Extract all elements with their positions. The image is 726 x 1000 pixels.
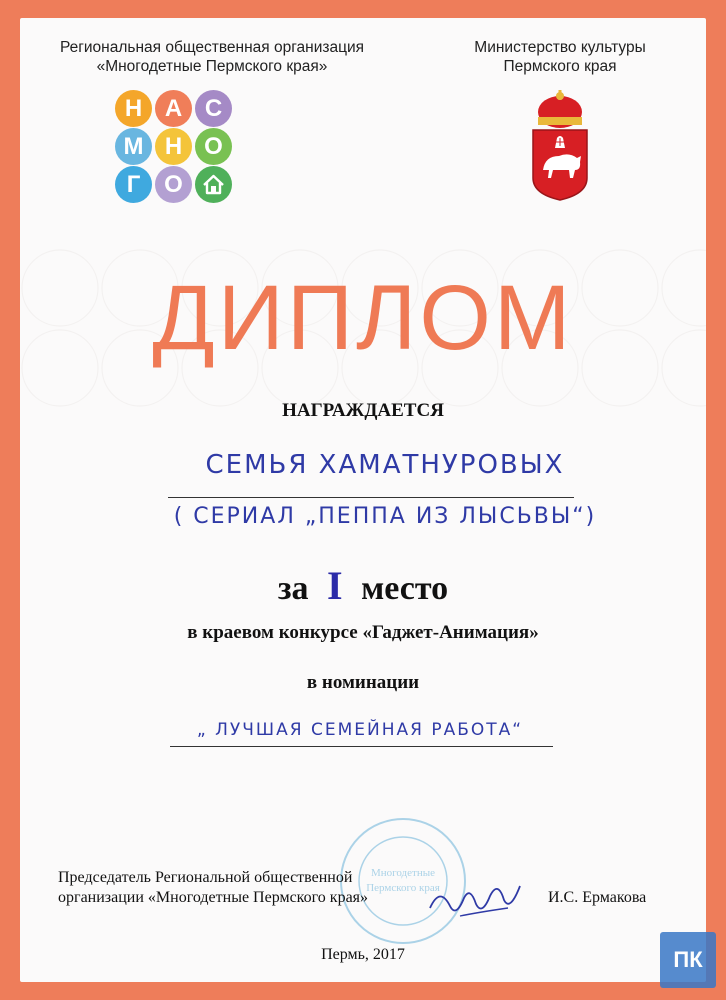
org-right-line2: Пермского края — [503, 58, 617, 75]
place-number: I — [327, 563, 343, 608]
logo-letter: Н — [115, 90, 152, 127]
logo-letter: О — [155, 166, 192, 203]
place-line — [20, 562, 706, 609]
chairperson-title — [58, 868, 438, 908]
city-year: Пермь, 2017 — [321, 946, 405, 963]
diploma-title: ДИПЛОМ — [152, 267, 574, 369]
logo-letter: Н — [155, 128, 192, 165]
logo-letter: С — [195, 90, 232, 127]
place-suffix: место — [361, 570, 449, 607]
award-label: НАГРАЖДАЕТСЯ — [282, 400, 444, 421]
chair-line1: Председатель Региональной общественной — [58, 869, 353, 886]
recipient-name: СЕМЬЯ ХАМАТНУРОВЫХ — [205, 450, 565, 480]
logo-letter: Г — [115, 166, 152, 203]
org-right-line1: Министерство культуры — [474, 39, 646, 56]
house-icon — [195, 166, 232, 203]
chair-line2: организации «Многодетные Пермского края» — [58, 889, 369, 906]
nomination-label: в номинации — [306, 672, 420, 693]
org-left-line2: «Многодетные Пермского края» — [96, 58, 328, 75]
logo-letter: А — [155, 90, 192, 127]
recipient-note: ( СЕРИАЛ „ПЕППА ИЗ ЛЫСЬВЫ“) — [173, 504, 597, 529]
nomination-underline — [170, 746, 553, 747]
nomination-value: „ ЛУЧШАЯ СЕМЕЙНАЯ РАБОТА“ — [196, 720, 524, 740]
diploma-paper — [20, 18, 706, 982]
perm-coat-of-arms-icon — [525, 90, 595, 202]
place-prefix: за — [277, 570, 309, 607]
logo-letter: М — [115, 128, 152, 165]
nas-mnogo-logo — [115, 90, 240, 205]
recipient-underline — [168, 497, 574, 498]
stamp-text: Пермского края — [366, 882, 440, 894]
organization-right — [440, 38, 680, 76]
organization-left — [32, 38, 392, 76]
signer-name: И.С. Ермакова — [548, 889, 647, 906]
svg-text:Многодетные: Многодетные — [370, 867, 436, 879]
org-left-line1: Региональная общественная организация — [59, 39, 365, 56]
contest-text: в краевом конкурсе «Гаджет-Анимация» — [187, 622, 539, 643]
logo-letter: О — [195, 128, 232, 165]
watermark-logo-icon: ПК — [660, 932, 716, 988]
